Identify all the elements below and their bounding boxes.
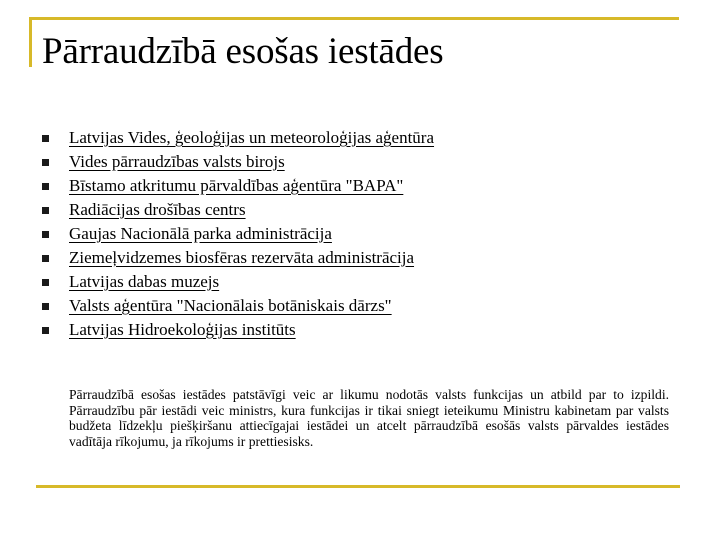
square-bullet-icon (42, 303, 49, 310)
square-bullet-icon (42, 327, 49, 334)
list-item (42, 272, 434, 296)
list-item-text[interactable]: Latvijas dabas muzejs (69, 272, 220, 291)
list-item-text[interactable]: Ziemeļvidzemes biosfēras rezervāta administrācija (69, 248, 415, 267)
list-item-text[interactable]: Latvijas Vides, ģeoloģijas un meteoroloģijas aģentūra (69, 128, 435, 147)
list-item (42, 224, 434, 248)
frame-left-rule (29, 17, 32, 67)
list-item-text[interactable]: Vides pārraudzības valsts birojs (69, 152, 285, 171)
list-item (42, 248, 434, 272)
list-item (42, 128, 434, 152)
list-item-text[interactable]: Latvijas Hidroekoloģijas institūts (69, 320, 296, 339)
institution-list (42, 128, 434, 344)
description-paragraph: Pārraudzībā esošas iestādes patstāvīgi veic ar likumu nodotās valsts funkcijas un atbild par to izpildi. Pārraudzību pār iestādi veic ministrs, kura funkcijas ir tikai sniegt ieteikumu Ministru kabinetam par valsts budžeta līdzekļu piešķiršanu attiecīgajai iestādei un atcelt pārraudzībā esošās valsts pārvaldes iestādes vadītāja rīkojumu, ja rīkojums ir prettiesisks. (69, 387, 669, 449)
list-item (42, 320, 434, 344)
list-item-text[interactable]: Radiācijas drošības centrs (69, 200, 246, 219)
list-item (42, 152, 434, 176)
list-item (42, 296, 434, 320)
square-bullet-icon (42, 135, 49, 142)
list-item (42, 176, 434, 200)
slide-title: Pārraudzībā esošas iestādes (42, 31, 444, 72)
square-bullet-icon (42, 207, 49, 214)
square-bullet-icon (42, 159, 49, 166)
frame-bottom-rule (36, 485, 680, 488)
square-bullet-icon (42, 279, 49, 286)
list-item-text[interactable]: Gaujas Nacionālā parka administrācija (69, 224, 332, 243)
list-item (42, 200, 434, 224)
frame-top-rule (29, 17, 679, 20)
list-item-text[interactable]: Bīstamo atkritumu pārvaldības aģentūra "BAPA" (69, 176, 404, 195)
square-bullet-icon (42, 183, 49, 190)
square-bullet-icon (42, 255, 49, 262)
square-bullet-icon (42, 231, 49, 238)
list-item-text[interactable]: Valsts aģentūra "Nacionālais botāniskais dārzs" (69, 296, 392, 315)
